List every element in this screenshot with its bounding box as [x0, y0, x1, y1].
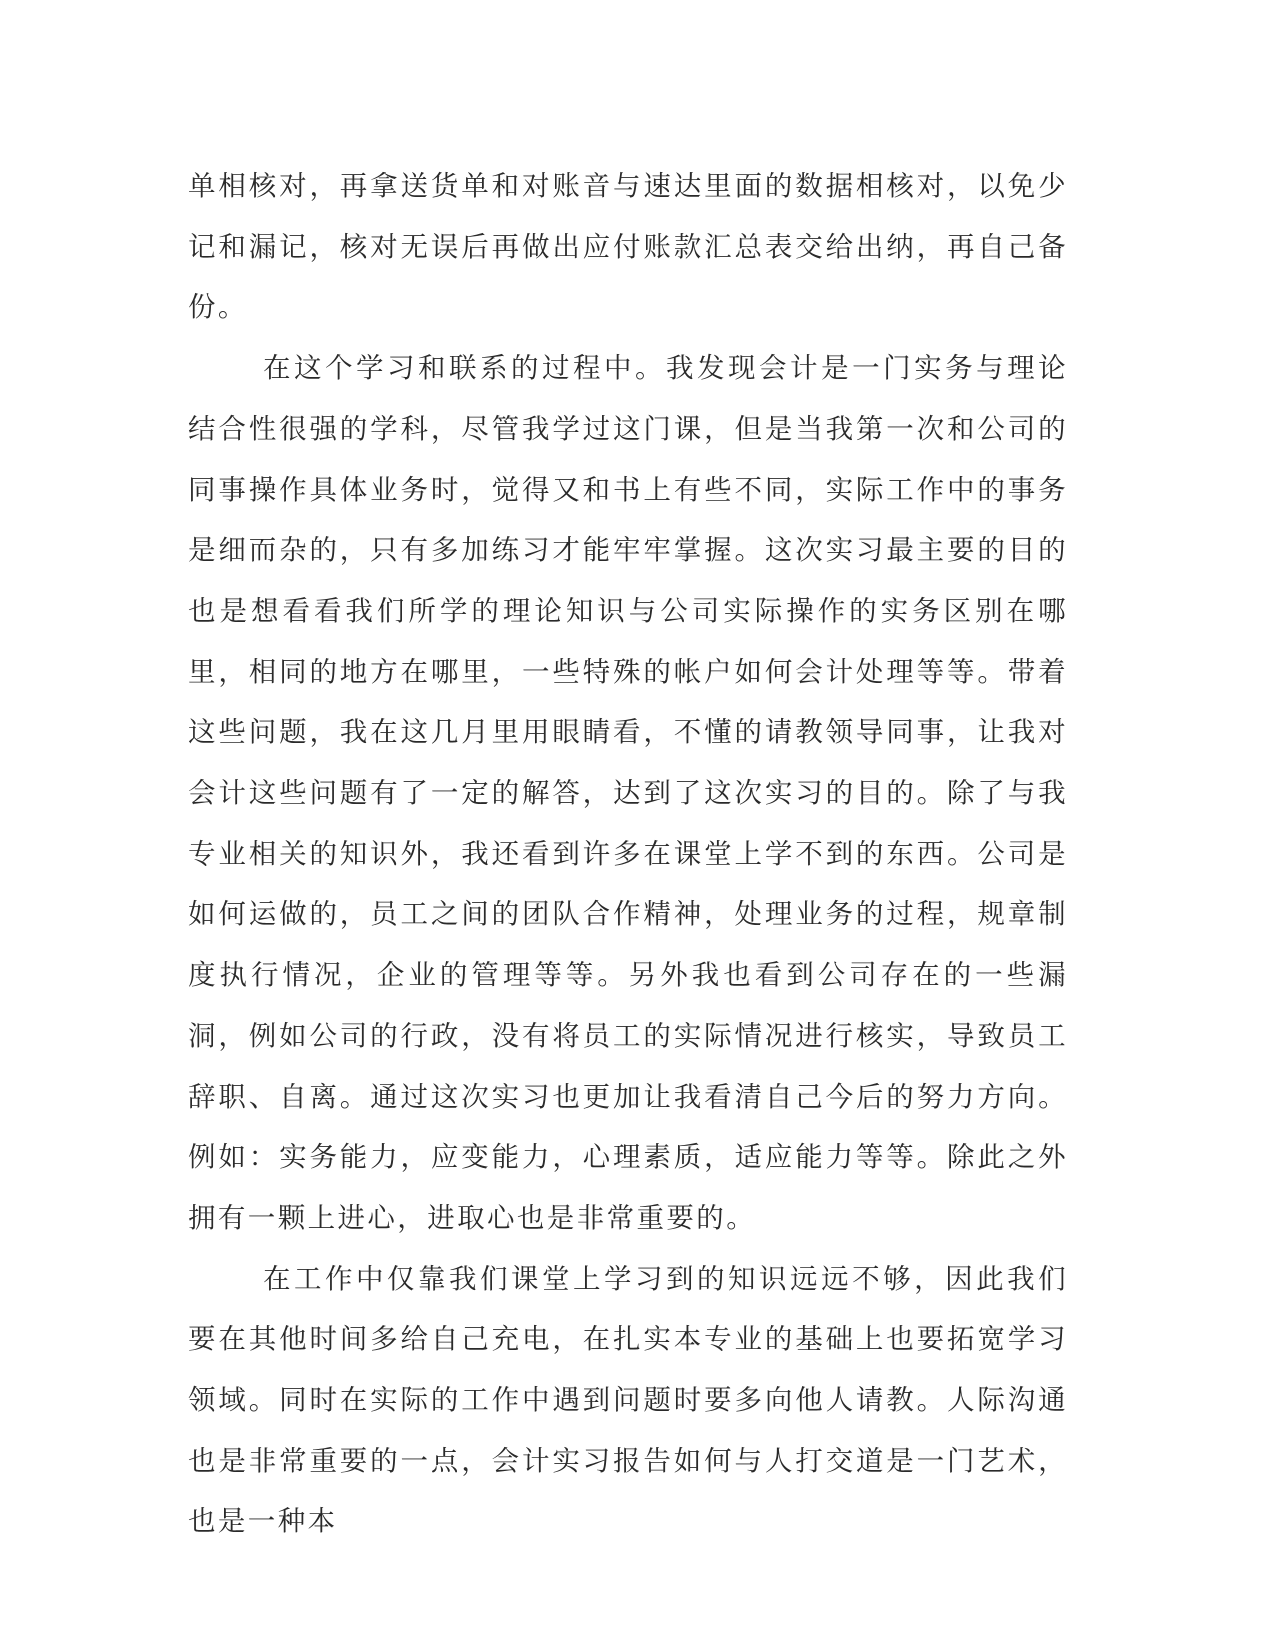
paragraph-3: 在工作中仅靠我们课堂上学习到的知识远远不够，因此我们要在其他时间多给自己充电，在扎实本专业的基础上也要拓宽学习领域。同时在实际的工作中遇到问题时要多向他人请教。人际沟通也是非常重要的一点，会计实习报告如何与人打交道是一门艺术，也是一种本	[188, 1262, 1068, 1538]
document-body	[188, 156, 1068, 1552]
paragraph-1: 单相核对，再拿送货单和对账音与速达里面的数据相核对，以免少记和漏记，核对无误后再做出应付账款汇总表交给出纳，再自己备份。	[188, 170, 1068, 324]
paragraph-2: 在这个学习和联系的过程中。我发现会计是一门实务与理论结合性很强的学科，尽管我学过这门课，但是当我第一次和公司的同事操作具体业务时，觉得又和书上有些不同，实际工作中的事务是细而杂的，只有多加练习才能牢牢掌握。这次实习最主要的目的也是想看看我们所学的理论知识与公司实际操作的实务区别在哪里，相同的地方在哪里，一些特殊的帐户如何会计处理等等。带着这些问题，我在这几月里用眼睛看，不懂的请教领导同事，让我对会计这些问题有了一定的解答，达到了这次实习的目的。除了与我专业相关的知识外，我还看到许多在课堂上学不到的东西。公司是如何运做的，员工之间的团队合作精神，处理业务的过程，规章制度执行情况，企业的管理等等。另外我也看到公司存在的一些漏洞，例如公司的行政，没有将员工的实际情况进行核实，导致员工辞职、自离。通过这次实习也更加让我看清自己今后的努力方向。例如：实务能力，应变能力，心理素质，适应能力等等。除此之外拥有一颗上进心，进取心也是非常重要的。	[188, 352, 1068, 1234]
